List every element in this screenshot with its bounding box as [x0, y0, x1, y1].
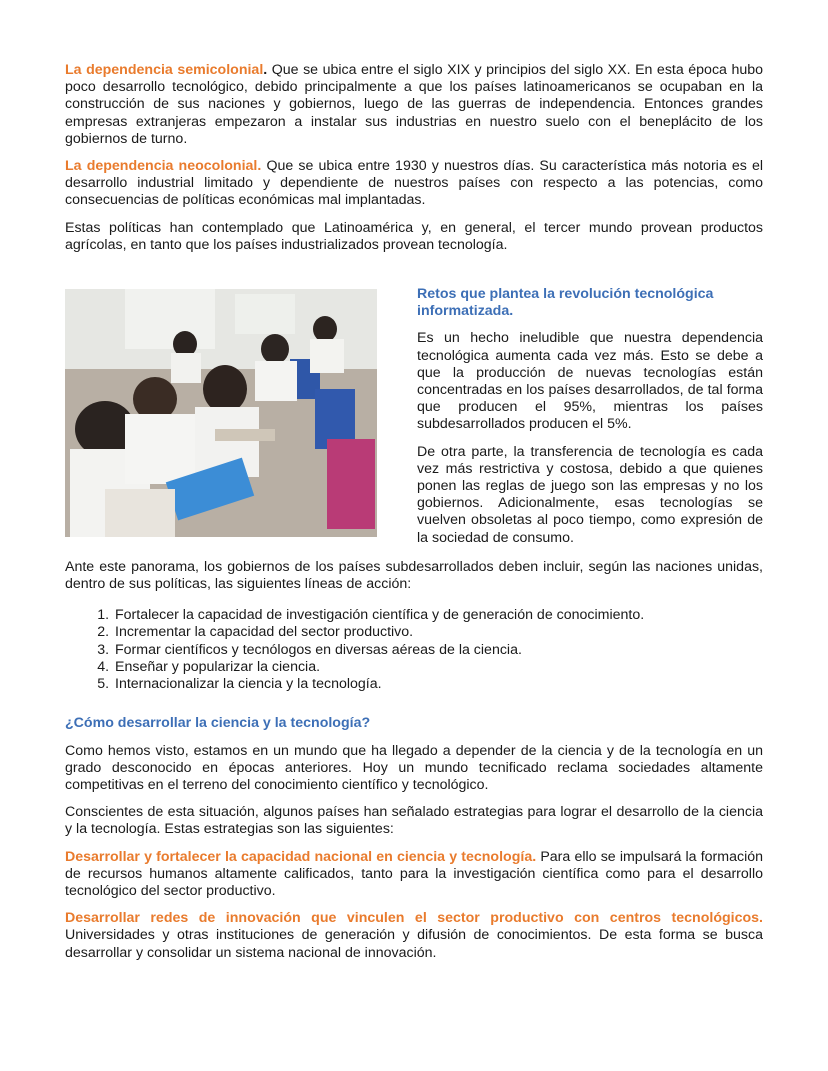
section-heading: ¿Cómo desarrollar la ciencia y la tecnología? [65, 715, 371, 732]
term-neocolonial: La dependencia neocolonial. [65, 158, 262, 175]
classroom-photo-illustration [65, 289, 377, 537]
paragraph-semicolonial [65, 62, 763, 148]
paragraph-strategy-1 [65, 849, 763, 901]
list-item: 1. Fortalecer la capacidad de investigación científica y de generación de conocimiento. [113, 607, 763, 624]
term-semicolonial: La dependencia semicolonial [65, 62, 264, 78]
aside-column [417, 286, 763, 557]
paragraph-text: Que se ubica entre 1930 y nuestros días. Su característica más notoria es el desarrollo industrial limitado y dependiente de nuestros países con respecto a las potencias, como consecuencias de políticas económicas mal implantadas. [65, 158, 764, 209]
paragraph-panorama: Ante este panorama, los gobiernos de los países subdesarrollados deben incluir, según las naciones unidas, dentro de sus políticas, las siguientes líneas de acción: [65, 558, 763, 593]
strategy-2-title: Desarrollar redes de innovación que vinculen el sector productivo con centros tecnológicos. [65, 910, 763, 927]
action-lines-list [65, 607, 763, 693]
list-item: 5. Internacionalizar la ciencia y la tecnología. [113, 676, 763, 693]
paragraph-world: Como hemos visto, estamos en un mundo que ha llegado a depender de la ciencia y de la tecnología en un grado desconocido en épocas anteriores. Hoy un mundo tecnificado reclama sociedades altamente competitivas en el terreno del conocimiento científico y tecnológico. [65, 742, 763, 793]
paragraph-strategies: Conscientes de esta situación, algunos países han señalado estrategias para lograr el desarrollo de la ciencia y la tecnología. Estas estrategias son las siguientes: [65, 804, 763, 838]
aside-paragraph-1: Es un hecho ineludible que nuestra dependencia tecnológica aumenta cada vez más. Esto se debe a que la producción de nuevas tecnologías están concentradas en los países desarrollados, de tal forma que producen el 95%, mientras los países subdesarrollados producen el 5%. [417, 330, 763, 433]
list-item: 4. Enseñar y popularizar la ciencia. [113, 659, 763, 676]
image-text-section [65, 286, 763, 557]
paragraph-policies: Estas políticas han contemplado que Latinoamérica y, en general, el tercer mundo provean productos agrícolas, en tanto que los países industrializados provean tecnología. [65, 219, 763, 253]
list-item: 2. Incrementar la capacidad del sector productivo. [113, 624, 763, 641]
aside-paragraph-2: De otra parte, la transferencia de tecnología es cada vez más restrictiva y costosa, debido a que quienes ponen las reglas de juego son las empresas y no los gobiernos. Adicionalmente, esas tecnologías se vuelven obsoletas al poco tiempo, como expresión de la sociedad de consumo. [417, 443, 763, 546]
paragraph-text: Que se ubica entre el siglo XIX y principios del siglo XX. En esta época hubo poco desarrollo tecnológico, debido principalmente a que los países latinoamericanos se ocupaban en la construcción de sus naciones y gobiernos, luego de las guerras de independencia. Entonces grandes empresas extranjeras empezaron a instalar sus industrias en nuestro suelo con el beneplácito de los gobiernos de turno. [65, 62, 764, 147]
paragraph-neocolonial [65, 158, 763, 210]
paragraph-text: Universidades y otras instituciones de generación y difusión de conocimientos. De esta forma se busca desarrollar y consolidar un sistema nacional de innovación. [65, 927, 763, 961]
document-page [65, 62, 763, 972]
classroom-photo [65, 289, 377, 537]
strategy-1-title: Desarrollar y fortalecer la capacidad nacional en ciencia y tecnología. [65, 848, 537, 865]
list-item: 3. Formar científicos y tecnólogos en diversas aéreas de la ciencia. [113, 642, 763, 659]
term-dot: . [263, 62, 268, 78]
paragraph-strategy-2 [65, 910, 763, 962]
paragraph-text: Para ello se impulsará la formación de recursos humanos altamente calificados, tanto para la investigación científica como para el desarrollo tecnológico del sector productivo. [65, 848, 763, 899]
aside-heading: Retos que plantea la revolución tecnológica informatizada. [417, 286, 714, 320]
